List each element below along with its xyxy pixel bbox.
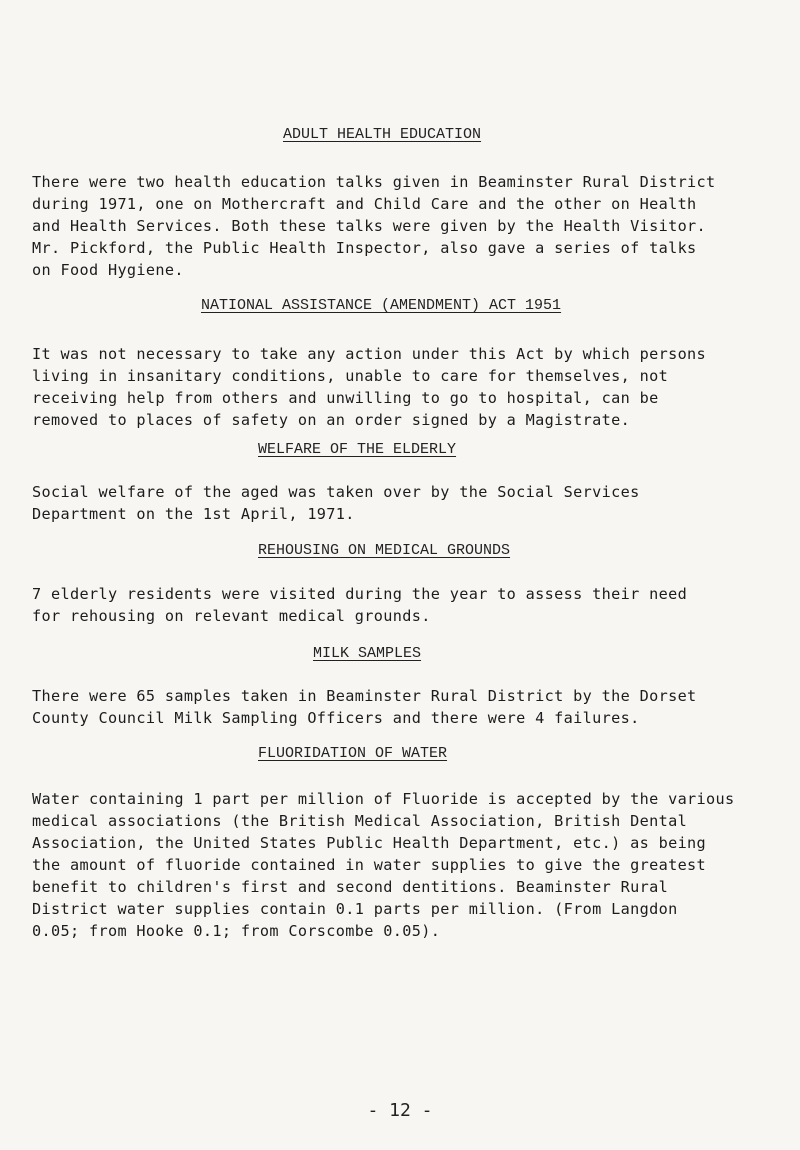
section-body-fluoridation-of-water: Water containing 1 part per million of Fluoride is accepted by the various medical associations (the British Medical Association, British Dental Association, the United States Public Health Department, etc.) as being the amount of fluoride contained in water supplies to give the greatest benefit to children's first and second dentitions. Beaminster Rural District water supplies contain 0.1 parts per million. (From Langdon 0.05; from Hooke 0.1; from Corscombe 0.05). [32, 790, 735, 940]
section-body-welfare-of-elderly: Social welfare of the aged was taken over by the Social Services Department on the 1st April, 1971. [32, 483, 640, 523]
section-body-national-assistance-act: It was not necessary to take any action under this Act by which persons living in insanitary conditions, unable to care for themselves, not receiving help from others and unwilling to go to hospital, can be removed to places of safety on an order signed by a Magistrate. [32, 345, 707, 429]
section-heading-milk-samples: MILK SAMPLES [313, 645, 422, 662]
section-body-adult-health-education: There were two health education talks given in Beaminster Rural District during 1971, one on Mothercraft and Child Care and the other on Health and Health Services. Both these talks were given by the Health Visitor. Mr. Pickford, the Public Health Inspector, also gave a series of talks on Food Hygiene. [32, 173, 716, 279]
section-heading-rehousing-medical-grounds: REHOUSING ON MEDICAL GROUNDS [258, 542, 511, 559]
section-body-rehousing-medical-grounds: 7 elderly residents were visited during the year to assess their need for rehousing on relevant medical grounds. [32, 585, 688, 625]
section-body-milk-samples: There were 65 samples taken in Beaminster Rural District by the Dorset County Council Milk Sampling Officers and there were 4 failures. [32, 687, 697, 727]
section-heading-adult-health-education: ADULT HEALTH EDUCATION [283, 126, 482, 143]
section-heading-fluoridation-of-water: FLUORIDATION OF WATER [258, 745, 448, 762]
section-heading-national-assistance-act: NATIONAL ASSISTANCE (AMENDMENT) ACT 1951 [201, 297, 562, 314]
section-heading-welfare-of-elderly: WELFARE OF THE ELDERLY [258, 441, 457, 458]
page-number: - 12 - [367, 1100, 433, 1121]
